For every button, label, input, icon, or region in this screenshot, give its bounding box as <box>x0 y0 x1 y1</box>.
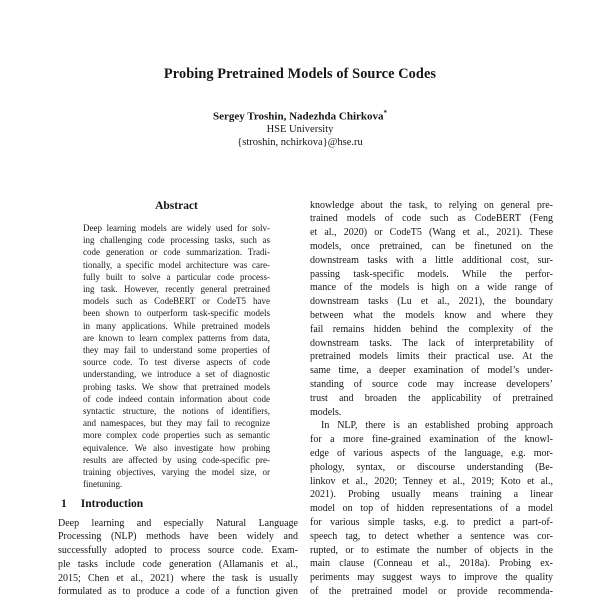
text-line: knowledge about the task, to relying on general pre- <box>310 199 553 211</box>
text-line: Deep learning models are widely used for solv- <box>83 223 270 233</box>
text-line: Deep learning and especially Natural Language <box>58 517 298 529</box>
text-line: code generation or code summarization. Tradi- <box>83 247 270 258</box>
text-line: for a more fine-grained examination of the knowl- <box>310 434 553 446</box>
text-line: more complex code properties such as semantic <box>83 430 270 441</box>
text-line: 2021). Probing usually means training a linear <box>310 489 553 501</box>
text-line: tionally, a specific model architecture was care- <box>83 259 270 270</box>
text-line: pretrained models limits their practical use. At the <box>310 351 553 363</box>
text-line: phology, syntax, or discourse understanding (Be- <box>310 461 553 473</box>
text-line: formulated as to produce a code of a function given <box>58 586 298 598</box>
text-line: fail remains hidden behind the complexity of the <box>310 323 553 335</box>
text-line: in many applications. While pretrained models <box>83 320 270 331</box>
text-line: Processing (NLP) methods have been widely and <box>58 531 298 543</box>
text-line: results are affected by using code-specific pre- <box>83 454 270 465</box>
text-line: understanding, we introduce a set of diagnostic <box>83 369 270 380</box>
text-line: models, once pretrained, can be finetuned on the <box>310 240 553 252</box>
introduction-body <box>58 517 298 600</box>
text-line: ing challenging code processing tasks, such as <box>83 235 270 246</box>
text-line: finetuning. <box>83 479 123 490</box>
text-line: periments may suggest ways to improve the quality <box>310 572 553 584</box>
text-line: speech tag, to detect whether a sentence was cor- <box>310 530 553 542</box>
text-line: mance of the models is high on a wide range of <box>310 282 553 294</box>
text-line: In NLP, there is an established probing approach <box>321 420 553 432</box>
author-names <box>0 109 600 123</box>
text-line: probing tasks. We show that pretrained models <box>83 381 270 392</box>
abstract-heading: Abstract <box>155 200 198 212</box>
text-line: source code. To test diverse aspects of code <box>83 357 270 368</box>
section-title: Introduction <box>80 498 144 510</box>
text-line: rupted, or to estimate the number of objects in the <box>310 544 553 556</box>
text-line: trained models of code such as CodeBERT (Feng <box>310 213 553 225</box>
author-names-text: Sergey Troshin, Nadezhda Chirkova <box>212 110 384 123</box>
text-line: been shown to outperform task-specific models <box>83 308 270 319</box>
text-line: ple tasks include code generation (Allamanis et al., <box>58 558 298 570</box>
text-line: they may fail to understand some properties of <box>83 345 270 356</box>
text-line: trust and broaden the applicability of pretrained <box>310 392 553 404</box>
text-line: models. <box>310 406 342 418</box>
text-line: between what the models know and where they <box>310 309 553 321</box>
text-line: et al., 2020) or CodeT5 (Wang et al., 2021). These <box>310 227 553 239</box>
text-line: syntactic structure, the notions of identifiers, <box>83 406 270 417</box>
text-line: model on top of hidden representations of a model <box>310 503 553 515</box>
text-line: of code indeed contain information about code <box>83 393 270 404</box>
text-line: successfully adopted to process source code. Exam- <box>58 545 298 557</box>
section-number: 1 <box>61 498 67 510</box>
text-line: of the pretrained model or provide recommenda- <box>310 585 553 597</box>
text-line: edge of various aspects of the language, e.g. mor- <box>310 447 553 459</box>
text-line: same time, a deeper examination of model’s under- <box>310 365 553 377</box>
text-line: ing task. However, recently general pretrained <box>83 284 270 295</box>
text-line: downstream tasks (Lu et al., 2021), the boundary <box>310 296 553 308</box>
text-line: and namespaces, but they may fail to recognize <box>83 418 270 429</box>
text-line: main clause (Conneau et al., 2018a). Probing ex- <box>310 558 553 570</box>
text-line: passing task-specific models. While the perfor- <box>310 268 553 280</box>
text-line: standing of source code may increase developers’ <box>310 378 553 390</box>
text-line: linkov et al., 2020; Tenney et al., 2019; Koto et al., <box>310 475 553 487</box>
text-line: for various simple tasks, e.g. to predict a part-of- <box>310 516 553 528</box>
section-heading-introduction <box>58 498 298 510</box>
abstract-body <box>83 222 270 490</box>
text-line: downstream tasks with a little additional cost, sur- <box>310 254 553 266</box>
text-line: fully built to solve a particular code process- <box>83 271 270 282</box>
paper-title: Probing Pretrained Models of Source Codes <box>163 66 437 82</box>
text-line: equivalence. We also investigate how probing <box>83 442 270 453</box>
text-line: training objectives, varying the model size, or <box>83 467 270 478</box>
text-line: downstream tasks. The lack of interpretability of <box>310 337 553 349</box>
text-line: models such as CodeBERT or CodeT5 have <box>83 296 270 307</box>
affiliation: HSE University <box>266 123 334 135</box>
author-emails: {stroshin, nchirkova}@hse.ru <box>237 136 363 148</box>
right-column-text <box>310 199 553 599</box>
footnote-asterisk-marker: * <box>383 109 388 117</box>
text-line: are known to learn complex patterns from data, <box>83 332 270 343</box>
text-line: 2015; Chen et al., 2021) where the task is usually <box>58 572 298 584</box>
